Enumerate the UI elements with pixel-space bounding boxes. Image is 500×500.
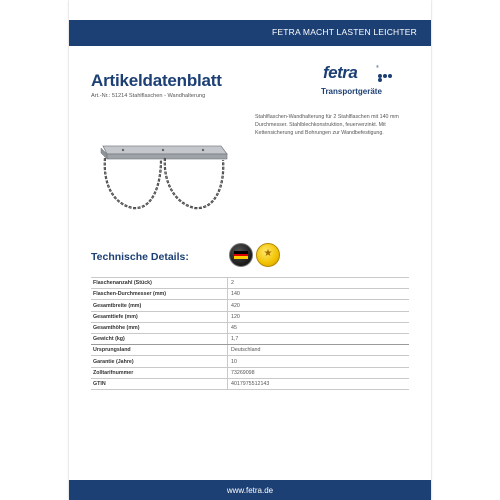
footer-url[interactable]: www.fetra.de <box>226 486 274 495</box>
row-label: GTIN <box>93 380 106 387</box>
technical-details-table <box>91 277 409 390</box>
article-number: Art.-Nr.: 51214 Stahlflaschen - Wandhalterung <box>91 93 206 99</box>
made-in-germany-badge-icon <box>229 243 253 267</box>
row-value: 120 <box>231 313 240 320</box>
product-description: Stahlflaschen-Wandhalterung für 2 Stahlflaschen mit 140 mm Durchmesser. Stahlblechkonstruktion, feuerverzinkt. Mit Kettensicherung und Bohrungen zur Wandbefestigung. <box>255 114 399 136</box>
row-label: Ursprungsland <box>93 347 131 354</box>
logo-dots-icon <box>378 74 398 79</box>
top-banner <box>69 20 431 46</box>
product-image <box>93 124 231 228</box>
row-label: Flaschen-Durchmesser (mm) <box>93 291 167 298</box>
table-row <box>91 277 409 289</box>
row-label: Flaschenanzahl (Stück) <box>93 280 152 287</box>
fetra-logo <box>323 63 413 87</box>
logo-wordmark: fetra <box>323 63 358 82</box>
row-label: Zolltarifnummer <box>93 369 134 376</box>
table-row <box>91 368 409 379</box>
row-value: 420 <box>231 302 240 309</box>
column-divider <box>227 300 228 310</box>
column-divider <box>227 345 228 355</box>
table-row <box>91 334 409 345</box>
column-divider <box>227 312 228 322</box>
section-title-technical-details: Technische Details: <box>91 251 189 263</box>
row-value: Deutschland <box>231 347 261 354</box>
brand-subtitle: Transportgeräte <box>321 87 382 96</box>
row-value: 140 <box>231 291 240 298</box>
row-label: Gesamthöhe (mm) <box>93 324 140 331</box>
row-label: Gesamtbreite (mm) <box>93 302 142 309</box>
row-value: 10 <box>231 358 237 365</box>
table-row <box>91 345 409 356</box>
column-divider <box>227 278 228 288</box>
row-value: 73269098 <box>231 369 255 376</box>
row-value: 45 <box>231 324 237 331</box>
quality-seal-badge-icon: ★ <box>256 243 280 267</box>
row-value: 4017975512143 <box>231 380 270 387</box>
column-divider <box>227 334 228 344</box>
registered-mark: ® <box>376 64 379 69</box>
row-label: Garantie (Jahre) <box>93 358 134 365</box>
banner-slogan: FETRA MACHT LASTEN LEICHTER <box>271 27 417 37</box>
row-value: 1,7 <box>231 336 239 343</box>
bottom-banner <box>69 480 431 500</box>
row-value: 2 <box>231 280 234 287</box>
page-title: Artikeldatenblatt <box>91 71 222 90</box>
row-label: Gewicht (kg) <box>93 336 125 343</box>
column-divider <box>227 356 228 366</box>
datasheet-page <box>69 0 431 500</box>
table-row <box>91 312 409 323</box>
table-row <box>91 289 409 300</box>
column-divider <box>227 289 228 299</box>
row-label: Gesamttiefe (mm) <box>93 313 138 320</box>
table-row <box>91 300 409 311</box>
table-row <box>91 356 409 367</box>
table-row <box>91 379 409 390</box>
table-row <box>91 323 409 334</box>
column-divider <box>227 379 228 389</box>
column-divider <box>227 323 228 333</box>
column-divider <box>227 368 228 378</box>
